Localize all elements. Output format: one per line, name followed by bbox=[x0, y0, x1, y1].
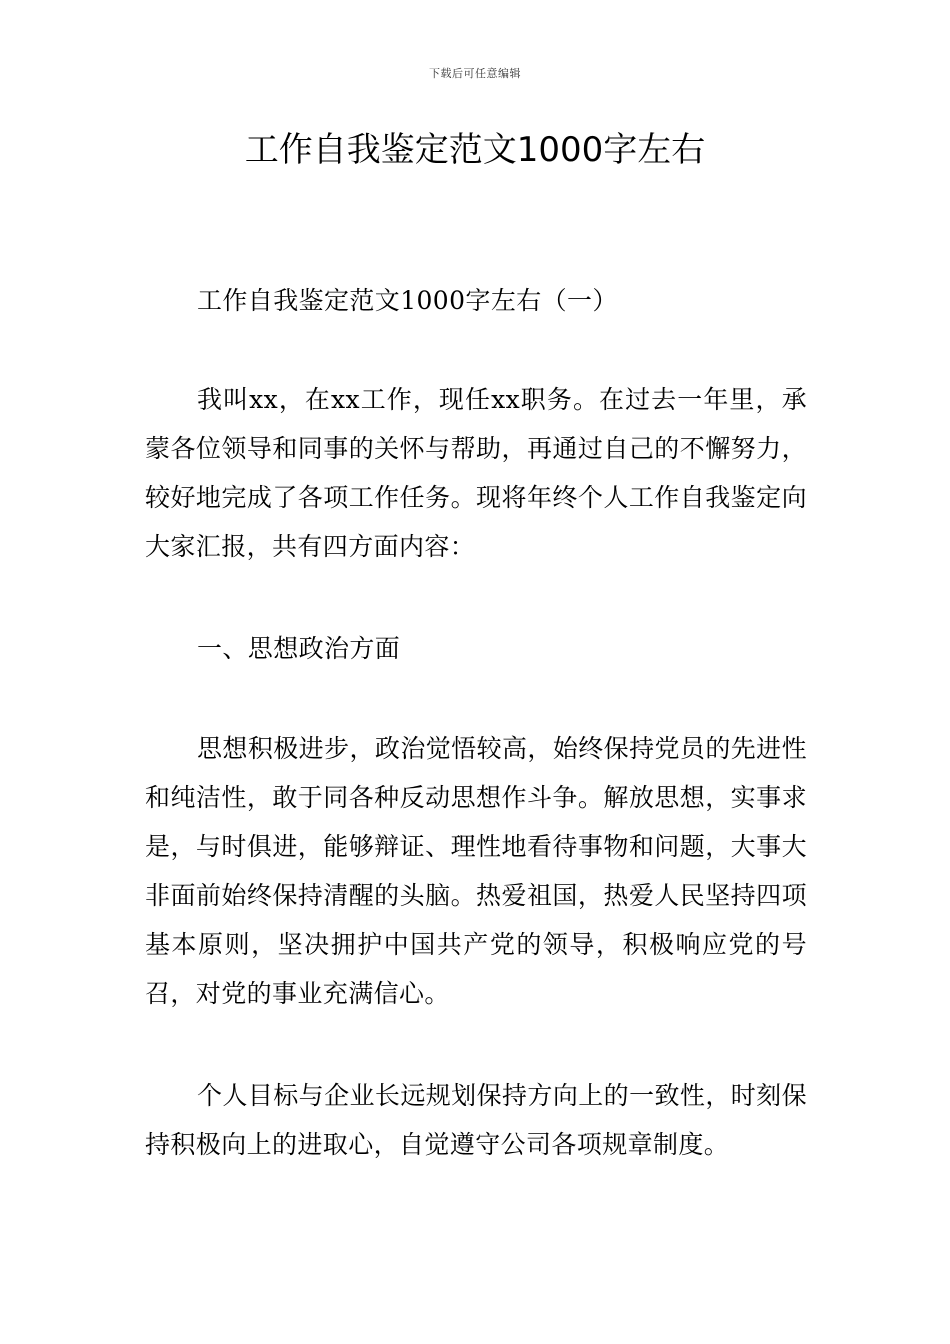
intro-paragraph: 我叫xx，在xx工作，现任xx职务。在过去一年里，承蒙各位领导和同事的关怀与帮助，再通过自己的不懈努力，较好地完成了各项工作任务。现将年终个人工作自我鉴定向大家汇报，共有四方面内容： bbox=[145, 385, 807, 561]
document-subtitle: 工作自我鉴定范文1000字左右（一） bbox=[197, 286, 618, 315]
section-heading-politics: 一、思想政治方面 bbox=[197, 634, 401, 663]
goal-paragraph: 个人目标与企业长远规划保持方向上的一致性，时刻保持积极向上的进取心，自觉遵守公司各项规章制度。 bbox=[145, 1081, 807, 1159]
header-note: 下载后可任意编辑 bbox=[429, 67, 521, 80]
politics-paragraph: 思想积极进步，政治觉悟较高，始终保持党员的先进性和纯洁性，敢于同各种反动思想作斗争。解放思想，实事求是，与时俱进，能够辩证、理性地看待事物和问题，大事大非面前始终保持清醒的头脑。热爱祖国，热爱人民坚持四项基本原则，坚决拥护中国共产党的领导，积极响应党的号召，对党的事业充满信心。 bbox=[145, 734, 807, 1008]
document-title: 工作自我鉴定范文1000字左右 bbox=[244, 130, 706, 170]
